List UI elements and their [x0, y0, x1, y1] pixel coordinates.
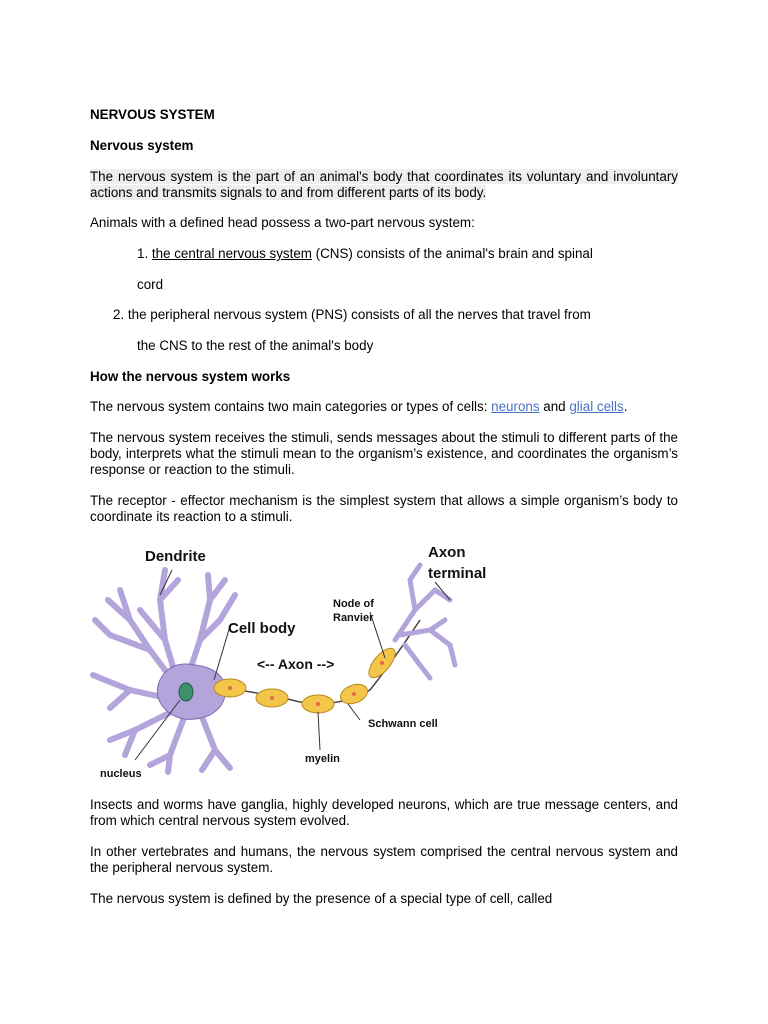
label-schwann-cell: Schwann cell — [368, 718, 438, 730]
document-title: NERVOUS SYSTEM — [90, 107, 215, 122]
receptor-paragraph: The receptor - effector mechanism is the simplest system that allows a simple organism’s body to coordinate its reaction to a stimuli. — [90, 493, 678, 524]
intro-paragraph — [90, 169, 678, 201]
list-item-1-text: (CNS) consists of the animal's brain and spinal — [311, 246, 593, 261]
cells-text: The nervous system contains two main categories or types of cells: — [90, 399, 492, 414]
glial-cells-link[interactable]: glial cells — [569, 399, 624, 414]
nucleus-shape — [179, 683, 193, 701]
label-nucleus: nucleus — [100, 768, 142, 780]
myelin-sheath — [214, 644, 400, 713]
cells-and: and — [539, 399, 570, 414]
label-node-1: Node of — [333, 598, 374, 610]
label-cell-body: Cell body — [228, 620, 296, 637]
cns-link[interactable]: the central nervous system — [151, 246, 312, 261]
label-node-2: Ranvier — [333, 612, 374, 624]
neuron-dendrites — [93, 570, 235, 772]
list-number: 1. — [137, 246, 149, 261]
label-axon-terminal-2: terminal — [428, 565, 487, 582]
list-item-2-cont: the CNS to the rest of the animal's body — [137, 338, 374, 353]
list-number: 2. — [113, 307, 125, 322]
cells-period: . — [623, 399, 628, 414]
section-heading: Nervous system — [90, 138, 194, 153]
label-axon: <-- Axon --> — [257, 656, 335, 672]
how-heading: How the nervous system works — [90, 369, 291, 384]
label-myelin: myelin — [305, 753, 340, 765]
stimuli-paragraph: The nervous system receives the stimuli, sends messages about the stimuli to different parts of the body, interprets what the stimuli mean to the organism’s existence, and coordinates the organism’s response or reaction to the stimuli. — [90, 430, 678, 477]
intro-text: The nervous system is the part of an animal's body that coordinates its voluntary and involuntary actions and transmits signals to and from different parts of its body. — [90, 169, 678, 200]
vertebrates-paragraph: In other vertebrates and humans, the nervous system comprised the central nervous system and the peripheral nervous system. — [90, 844, 678, 875]
list-item-2 — [113, 307, 678, 323]
neuron-illustration — [90, 540, 510, 780]
list-item-2-text: the peripheral nervous system (PNS) consists of all the nerves that travel from — [127, 307, 591, 322]
list-item-1 — [137, 246, 678, 262]
list-item-1-cont: cord — [137, 277, 164, 292]
neurons-link[interactable]: neurons — [491, 399, 540, 414]
two-part-paragraph: Animals with a defined head possess a two-part nervous system: — [90, 215, 475, 230]
label-dendrite: Dendrite — [145, 548, 206, 565]
label-axon-terminal-1: Axon — [428, 544, 466, 561]
neuron-diagram — [90, 540, 510, 780]
insects-paragraph: Insects and worms have ganglia, highly developed neurons, which are true message centers, and from which central nervous system evolved. — [90, 797, 678, 828]
cells-paragraph — [90, 399, 678, 415]
defined-paragraph: The nervous system is defined by the presence of a special type of cell, called — [90, 891, 553, 906]
